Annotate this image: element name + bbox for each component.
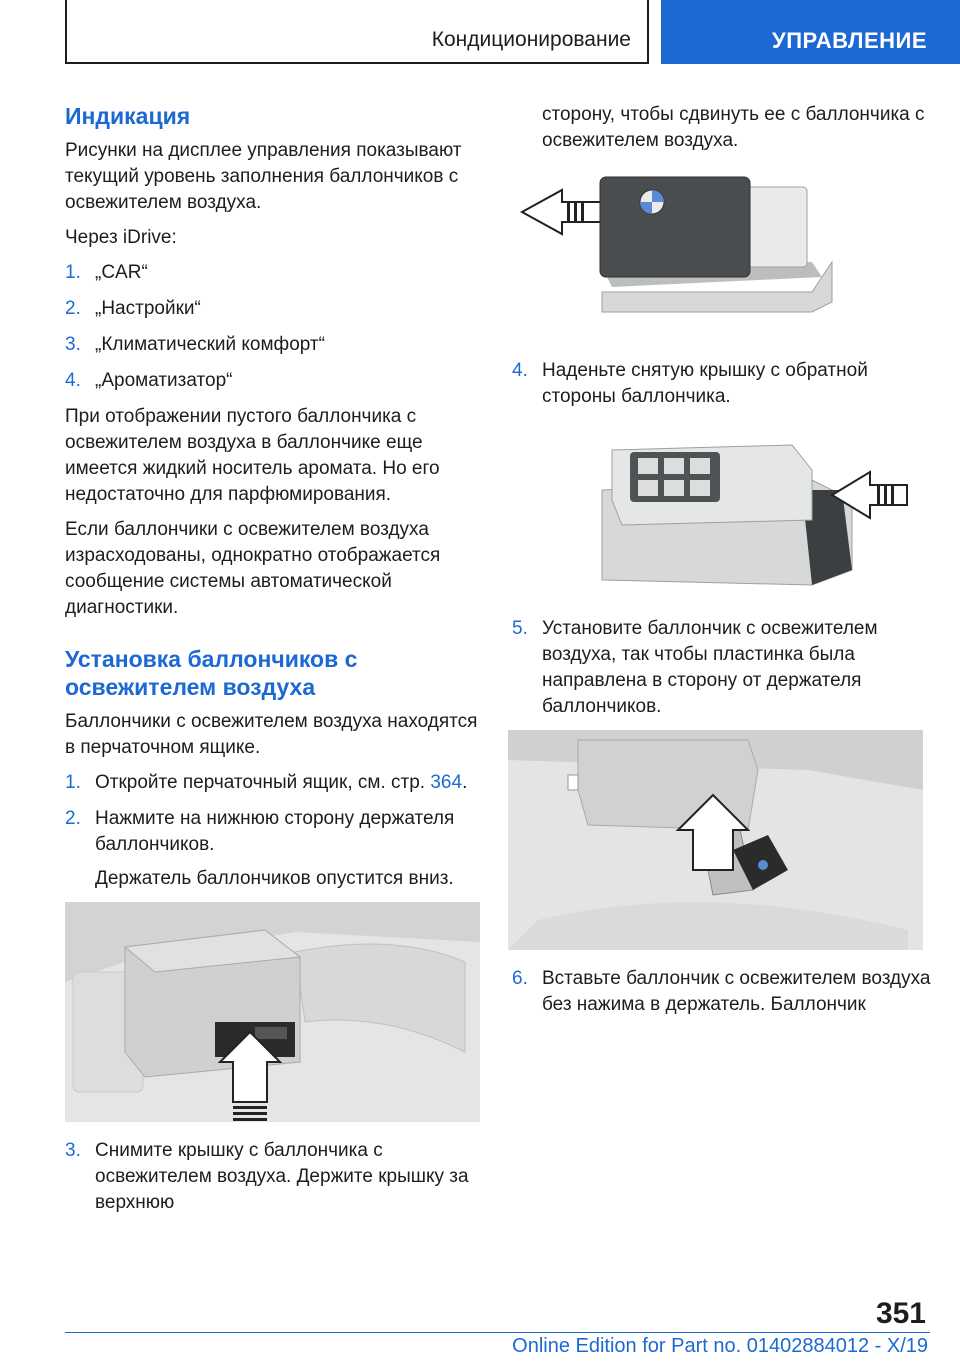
install-step-1 xyxy=(65,770,480,796)
paragraph-empty-cartridge: При отображении пустого баллончика с освежителем воздуха в баллончике еще имеется жидкий носитель аромата. Но его недостаточно для парфюмирования. xyxy=(65,406,440,505)
step-number: 4. xyxy=(512,360,528,381)
cover-removal-illustration xyxy=(512,172,932,342)
right-column xyxy=(512,102,932,1028)
step-text: Вставьте баллончик с освежителем воздуха без нажима в держатель. Баллончик xyxy=(542,968,931,1015)
page-reference-link[interactable]: 364 xyxy=(430,772,463,793)
paragraph-via-idrive: Через iDrive: xyxy=(65,227,177,248)
step-number: 2. xyxy=(65,808,81,829)
install-steps-list-right-3 xyxy=(512,966,932,1018)
paragraph-location: Баллончики с освежителем воздуха находятся в перчаточном ящике. xyxy=(65,711,478,758)
install-steps-list xyxy=(65,770,480,892)
item-text: „Ароматизатор“ xyxy=(95,370,233,391)
left-column xyxy=(65,102,480,1226)
paragraph-check-control: Если баллончики с освежителем воздуха израсходованы, однократно отображается сообщение системы автоматической диагностики. xyxy=(65,519,441,618)
header-section-tab xyxy=(661,0,960,64)
step-text: Снимите крышку с баллончика с освежителем воздуха. Держите крышку за верхнюю xyxy=(95,1140,469,1213)
page-number: 351 xyxy=(875,1297,926,1330)
install-steps-list-cont xyxy=(65,1138,480,1216)
item-text: „Настройки“ xyxy=(95,298,201,319)
step-text: Наденьте снятую крышку с обратной стороны баллончика. xyxy=(542,360,868,407)
menu-path-item xyxy=(65,332,480,358)
install-step-2 xyxy=(65,806,480,892)
section-title: УПРАВЛЕНИЕ xyxy=(772,28,927,53)
header-chapter-tab xyxy=(65,0,649,64)
step-text: Установите баллончик с освежителем воздуха, так чтобы пластинка была направлена в сторону от держателя баллончиков. xyxy=(542,618,878,717)
item-number: 3. xyxy=(65,334,81,355)
heading-install-cartridges: Установка баллончиков с освежителем воздуха xyxy=(65,646,358,700)
install-step-5 xyxy=(512,616,932,720)
paragraph-display-info: Рисунки на дисплее управления показывают текущий уровень заполнения баллончиков с освежителем воздуха. xyxy=(65,140,462,213)
holder-press-illustration xyxy=(65,902,480,1122)
heading-indication: Индикация xyxy=(65,103,191,129)
step-number: 6. xyxy=(512,968,528,989)
item-number: 4. xyxy=(65,370,81,391)
menu-path-item xyxy=(65,260,480,286)
step-text-end: . xyxy=(462,772,468,793)
menu-path-item xyxy=(65,368,480,394)
cartridge-insert-illustration xyxy=(508,730,923,950)
item-text: „Климатический комфорт“ xyxy=(95,334,325,355)
install-step-6 xyxy=(512,966,932,1018)
step-text: Нажмите на нижнюю сторону держателя баллончиков. xyxy=(95,808,455,855)
menu-path-item xyxy=(65,296,480,322)
item-number: 1. xyxy=(65,262,81,283)
step-number: 1. xyxy=(65,772,81,793)
item-number: 2. xyxy=(65,298,81,319)
step-number: 3. xyxy=(65,1140,81,1161)
chapter-title: Кондиционирование xyxy=(431,28,631,51)
edition-note: Online Edition for Part no. 01402884012 - X/19 xyxy=(512,1335,928,1357)
step-number: 5. xyxy=(512,618,528,639)
step-text: Откройте перчаточный ящик, см. стр. xyxy=(95,772,431,793)
install-steps-list-right-2 xyxy=(512,616,932,720)
footer-divider xyxy=(65,1332,930,1333)
cover-reattach-illustration xyxy=(512,430,932,600)
install-steps-list-right xyxy=(512,358,932,410)
install-step-3 xyxy=(65,1138,480,1216)
step-result: Держатель баллончиков опустится вниз. xyxy=(95,868,454,889)
menu-path-list xyxy=(65,260,480,394)
item-text: „CAR“ xyxy=(95,262,148,283)
step3-continuation: сторону, чтобы сдвинуть ее с баллончика с освежителем воздуха. xyxy=(542,104,925,151)
install-step-4 xyxy=(512,358,932,410)
